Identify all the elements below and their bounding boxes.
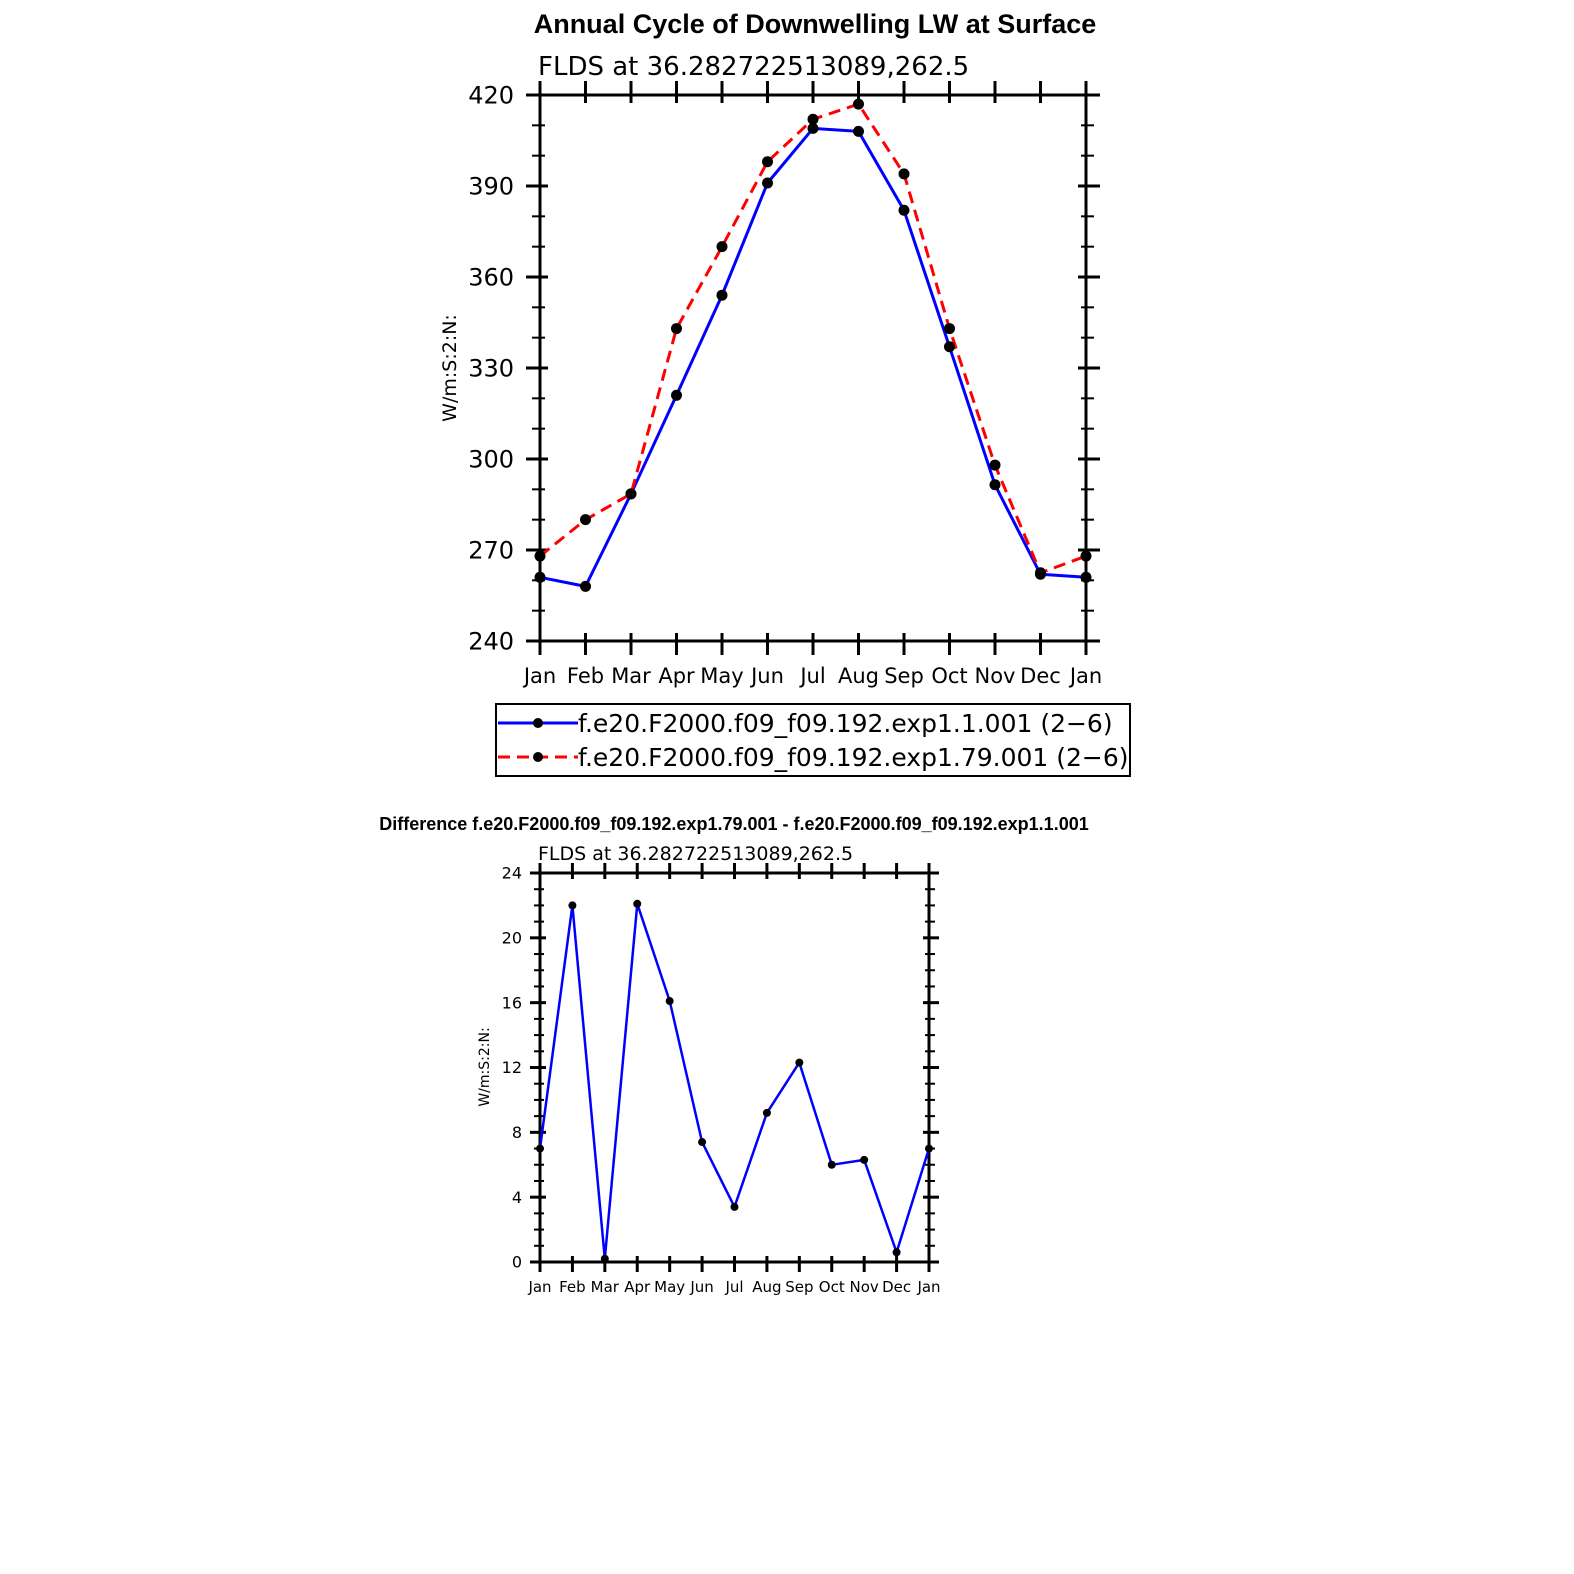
x-tick-labels	[522, 664, 1102, 688]
series-1-point	[990, 479, 1001, 490]
y-tick-label: 360	[468, 263, 514, 292]
series-2-point	[990, 460, 1001, 471]
series-layer	[535, 99, 1092, 592]
y-tick-label: 24	[501, 863, 522, 883]
x-tick-label: Jun	[751, 664, 784, 688]
difference-y-tick-labels	[502, 864, 522, 1272]
series-1-point	[666, 997, 674, 1005]
y-tick-label: 300	[468, 445, 514, 474]
x-tick-label: Mar	[611, 664, 651, 688]
series-2-point	[717, 241, 728, 252]
x-tick-label: Mar	[590, 1278, 619, 1296]
x-tick-label: Jul	[800, 664, 826, 688]
series-2-point	[899, 168, 910, 179]
series-2-point	[944, 323, 955, 334]
legend-label-series-2: f.e20.F2000.f09_f09.192.exp1.79.001 (2−6)	[578, 743, 1129, 772]
x-tick-label: Jun	[690, 1278, 714, 1296]
series-2-point	[580, 514, 591, 525]
series-1-point	[1081, 572, 1092, 583]
legend-item-series-1	[498, 709, 1113, 738]
series-1-point	[536, 1145, 544, 1153]
y-tick-label: 330	[468, 354, 514, 383]
series-1-point	[671, 390, 682, 401]
legend-item-series-2	[498, 743, 1129, 772]
series-1-point	[717, 290, 728, 301]
legend-marker-series-2	[533, 752, 543, 762]
x-tick-label: Apr	[624, 1278, 651, 1296]
series-1-point	[698, 1138, 706, 1146]
series-line-1	[540, 128, 1086, 586]
series-2-point	[535, 551, 546, 562]
series-1-point	[763, 1109, 771, 1117]
x-tick-label: Jan	[1069, 664, 1103, 688]
x-tick-label: Oct	[818, 1278, 845, 1296]
difference-x-tick-labels	[527, 1278, 940, 1296]
chart-subtitle: FLDS at 36.282722513089,262.5	[538, 52, 970, 82]
series-2-point	[853, 99, 864, 110]
series-1-point	[731, 1203, 739, 1211]
x-tick-label: Apr	[658, 664, 695, 688]
series-1-point	[601, 1255, 609, 1263]
x-tick-label: Jan	[917, 1278, 941, 1296]
series-1-point	[580, 581, 591, 592]
y-tick-label: 16	[501, 993, 522, 1013]
y-tick-labels	[468, 81, 514, 655]
annual-cycle-chart	[439, 9, 1130, 776]
y-tick-label: 8	[511, 1122, 522, 1142]
x-tick-label: Jan	[523, 664, 557, 688]
x-tick-label: Aug	[837, 664, 880, 688]
legend-label-series-1: f.e20.F2000.f09_f09.192.exp1.1.001 (2−6)	[578, 709, 1113, 738]
series-1-point	[899, 205, 910, 216]
legend-marker-series-1	[533, 718, 543, 728]
x-tick-label: Dec	[882, 1278, 912, 1296]
series-1-point	[925, 1145, 933, 1153]
axis-ticks	[526, 81, 1100, 655]
series-1-point	[568, 901, 576, 909]
x-tick-label: Sep	[785, 1278, 814, 1296]
series-1-point	[535, 572, 546, 583]
series-2-point	[1035, 567, 1046, 578]
series-2-point	[1081, 551, 1092, 562]
x-tick-label: Dec	[1020, 664, 1061, 688]
difference-chart	[379, 814, 1088, 1296]
y-tick-label: 4	[511, 1187, 522, 1207]
series-2-point	[762, 156, 773, 167]
series-1-point	[893, 1248, 901, 1256]
y-tick-label: 420	[468, 81, 514, 110]
series-1-point	[795, 1059, 803, 1067]
y-tick-label: 240	[468, 627, 514, 656]
y-tick-label: 390	[468, 172, 514, 201]
difference-y-axis-label: W/m:S:2:N:	[477, 1027, 493, 1107]
series-2-point	[671, 323, 682, 334]
x-tick-label: Oct	[931, 664, 968, 688]
x-tick-label: Feb	[566, 664, 605, 688]
series-1-point	[944, 341, 955, 352]
y-tick-label: 0	[511, 1252, 522, 1272]
y-tick-label: 12	[501, 1058, 522, 1078]
series-2-point	[626, 488, 637, 499]
y-axis-label: W/m:S:2:N:	[439, 314, 461, 422]
x-tick-label: May	[700, 664, 744, 688]
y-tick-label: 20	[501, 928, 522, 948]
difference-title: Difference f.e20.F2000.f09_f09.192.exp1.79.001 - f.e20.F2000.f09_f09.192.exp1.1.001	[379, 814, 1089, 834]
x-tick-label: Nov	[974, 664, 1016, 688]
x-tick-label: Aug	[752, 1278, 782, 1296]
x-tick-label: Sep	[884, 664, 924, 688]
series-1-point	[762, 177, 773, 188]
x-tick-label: May	[654, 1278, 686, 1296]
x-tick-label: Feb	[559, 1278, 586, 1296]
difference-series-layer	[536, 900, 933, 1263]
legend	[496, 704, 1130, 776]
chart-title: Annual Cycle of Downwelling LW at Surface	[533, 9, 1097, 39]
x-tick-label: Jul	[725, 1278, 744, 1296]
plot-frame	[540, 95, 1086, 641]
y-tick-label: 270	[468, 536, 514, 565]
difference-subtitle: FLDS at 36.282722513089,262.5	[538, 843, 854, 865]
series-1-point	[853, 126, 864, 137]
x-tick-label: Jan	[528, 1278, 552, 1296]
series-1-point	[828, 1161, 836, 1169]
series-2-point	[808, 114, 819, 125]
x-tick-label: Nov	[849, 1278, 879, 1296]
series-1-point	[860, 1156, 868, 1164]
series-1-point	[633, 900, 641, 908]
